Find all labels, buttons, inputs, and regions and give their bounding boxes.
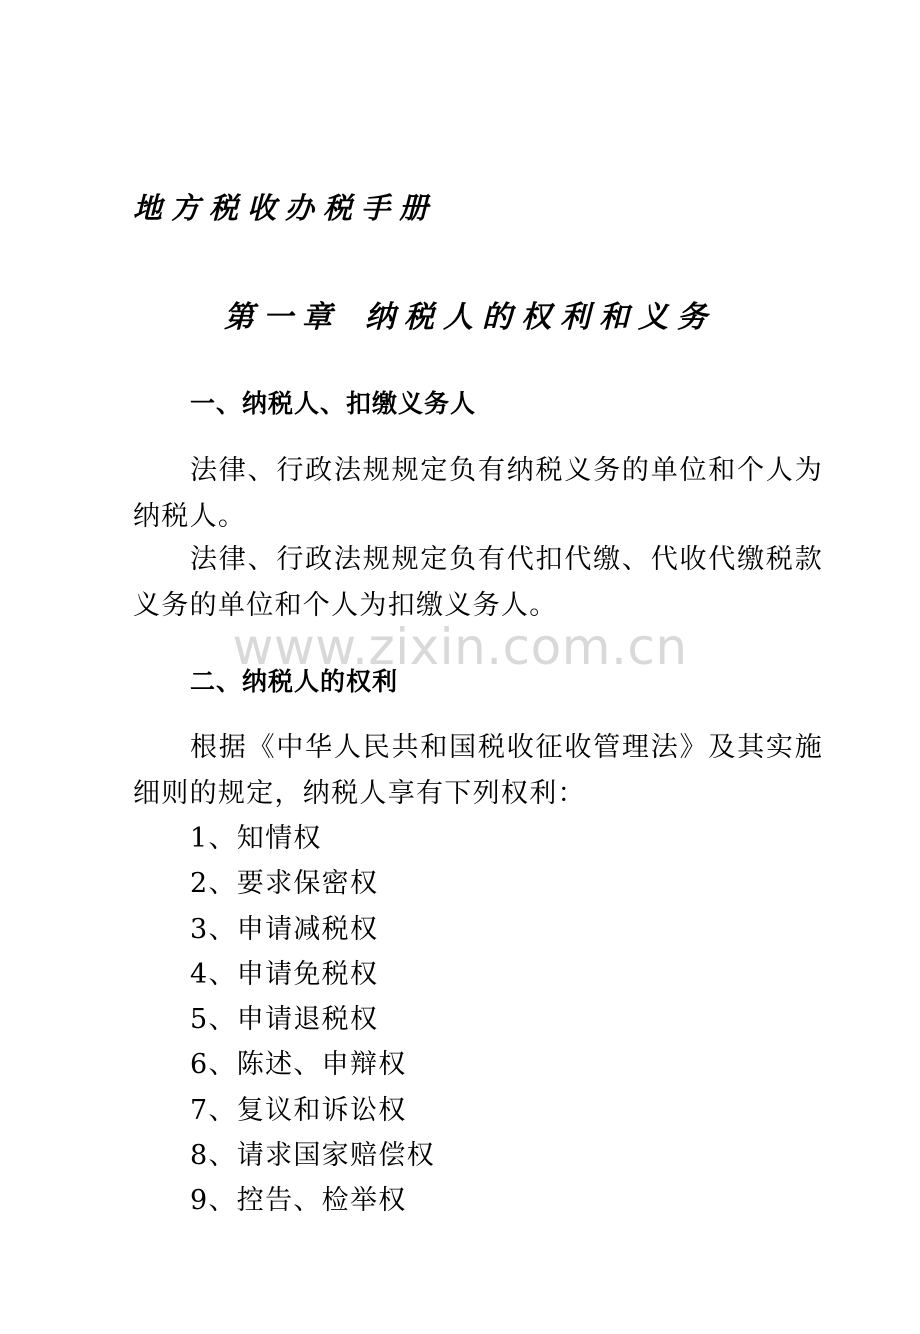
chapter-name: 纳税人的权利和义务 (365, 300, 716, 335)
list-item: 2、要求保密权 (190, 868, 379, 900)
list-item: 7、复议和诉讼权 (190, 1094, 407, 1126)
list-item: 9、控告、检举权 (190, 1185, 407, 1217)
section-heading-taxpayer-rights: 二、纳税人的权利 (190, 667, 399, 696)
paragraph-rights-intro: 根据《中华人民共和国税收征收管理法》及其实施细则的规定，纳税人享有下列权利： (133, 732, 823, 809)
paragraph-taxpayer-definition: 法律、行政法规规定负有纳税义务的单位和个人为纳税人。 (133, 455, 823, 532)
list-item: 8、请求国家赔偿权 (190, 1140, 435, 1172)
watermark: www.zixin.com.cn (232, 618, 688, 676)
list-item: 1、知情权 (190, 823, 322, 854)
chapter-number: 第一章 (224, 300, 341, 335)
book-title: 地方税收办税手册 (133, 191, 438, 225)
list-item: 5、申请退税权 (190, 1004, 379, 1036)
list-item: 4、申请免税权 (190, 958, 379, 990)
list-item: 6、陈述、申辩权 (190, 1049, 407, 1081)
section-heading-taxpayers: 一、纳税人、扣缴义务人 (190, 389, 477, 418)
paragraph-withholding-agent-definition: 法律、行政法规规定负有代扣代缴、代收代缴税款义务的单位和个人为扣缴义务人。 (133, 544, 823, 621)
rights-list (190, 816, 435, 1224)
list-item: 3、申请减税权 (190, 913, 379, 945)
chapter-title (0, 292, 920, 336)
